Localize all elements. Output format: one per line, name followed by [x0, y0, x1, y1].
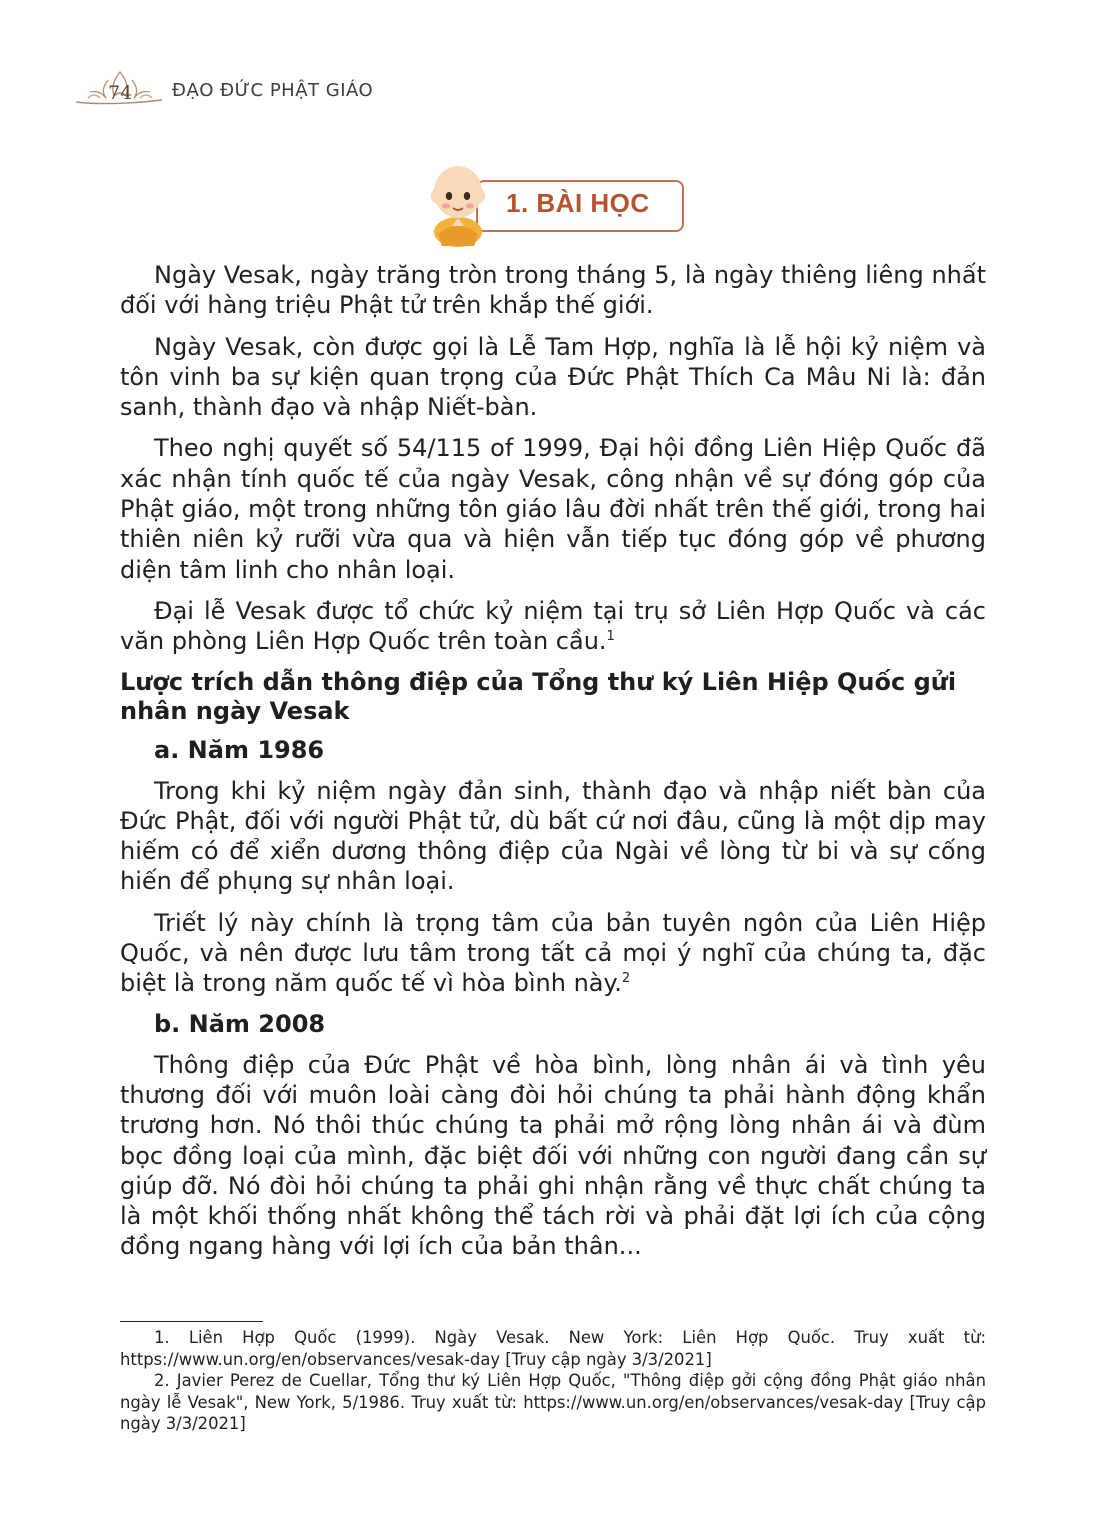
- paragraph-2008-1: Thông điệp của Đức Phật về hòa bình, lòng nhân ái và tình yêu thương đối với muôn loài càng đòi hỏi chúng ta phải hành động khẩn trương hơn. Nó thôi thúc chúng ta phải mở rộng lòng nhân ái và đùm bọc đồng loại của mình, đặc biệt đối với những con người đang cần sự giúp đỡ. Nó đòi hỏi chúng ta phải ghi nhận rằng về thực chất chúng ta là một khối thống nhất không thể tách rời và phải đặt lợi ích của cộng đồng ngang hàng với lợi ích của bản thân...: [120, 1050, 986, 1261]
- section-title: 1. BÀI HỌC: [506, 188, 650, 218]
- body-text: [120, 260, 986, 1273]
- paragraph-4-text: Đại lễ Vesak được tổ chức kỷ niệm tại trụ sở Liên Hợp Quốc và các văn phòng Liên Hợp Quốc trên toàn cầu.: [120, 596, 986, 656]
- paragraph-1986-2-text: Triết lý này chính là trọng tâm của bản tuyên ngôn của Liên Hiệp Quốc, và nên được lưu tâm trong tất cả mọi ý nghĩ của chúng ta, đặc biệt là trong năm quốc tế vì hòa bình này.: [120, 908, 986, 998]
- subheading-1986: a. Năm 1986: [154, 735, 325, 764]
- section-heading: Lược trích dẫn thông điệp của Tổng thư ký Liên Hiệp Quốc gửi nhân ngày Vesak: [120, 667, 957, 725]
- subheading-2008: b. Năm 2008: [154, 1009, 326, 1038]
- paragraph-3: Theo nghị quyết số 54/115 of 1999, Đại hội đồng Liên Hiệp Quốc đã xác nhận tính quốc tế của ngày Vesak, công nhận về sự đóng góp của Phật giáo, một trong những tôn giáo lâu đời nhất trên thế giới, trong hai thiên niên kỷ rưỡi vừa qua và hiện vẫn tiếp tục đóng góp về phương diện tâm linh cho nhân loại.: [120, 434, 986, 584]
- footnote-ref-1: 1: [606, 629, 615, 645]
- footnote-divider: [120, 1321, 263, 1322]
- running-header-title: ĐẠO ĐỨC PHẬT GIÁO: [172, 80, 374, 101]
- footnotes: [120, 1327, 986, 1435]
- monk-icon: [424, 156, 504, 248]
- footnote-2: 2. Javier Perez de Cuellar, Tổng thư ký Liên Hợp Quốc, "Thông điệp gởi cộng đồng Phật giáo nhân ngày lễ Vesak", New York, 5/1986. Truy xuất từ: https://www.un.org/en/observances/vesak-day [Truy cập ngày 3/3/2021]: [120, 1371, 986, 1433]
- footnote-ref-2: 2: [621, 971, 631, 987]
- paragraph-2: Ngày Vesak, còn được gọi là Lễ Tam Hợp, nghĩa là lễ hội kỷ niệm và tôn vinh ba sự kiện quan trọng của Đức Phật Thích Ca Mâu Ni là: đản sanh, thành đạo và nhập Niết-bàn.: [120, 332, 986, 422]
- footnote-1: 1. Liên Hợp Quốc (1999). Ngày Vesak. New York: Liên Hợp Quốc. Truy xuất từ: https://www.un.org/en/observances/vesak-day [Truy cập ngày 3/3/2021]: [120, 1328, 986, 1369]
- section-banner: [424, 156, 688, 248]
- page-number: 74: [108, 82, 133, 104]
- paragraph-1986-1: Trong khi kỷ niệm ngày đản sinh, thành đạo và nhập niết bàn của Đức Phật, đối với người Phật tử, dù bất cứ nơi đâu, cũng là một dịp may hiếm có để xiển dương thông điệp của Ngài về lòng từ bi và sự cống hiến để phụng sự nhân loại.: [120, 776, 986, 896]
- paragraph-1986-2: [120, 908, 986, 999]
- paragraph-1: Ngày Vesak, ngày trăng tròn trong tháng 5, là ngày thiêng liêng nhất đối với hàng triệu Phật tử trên khắp thế giới.: [120, 261, 986, 320]
- paragraph-4: [120, 596, 986, 657]
